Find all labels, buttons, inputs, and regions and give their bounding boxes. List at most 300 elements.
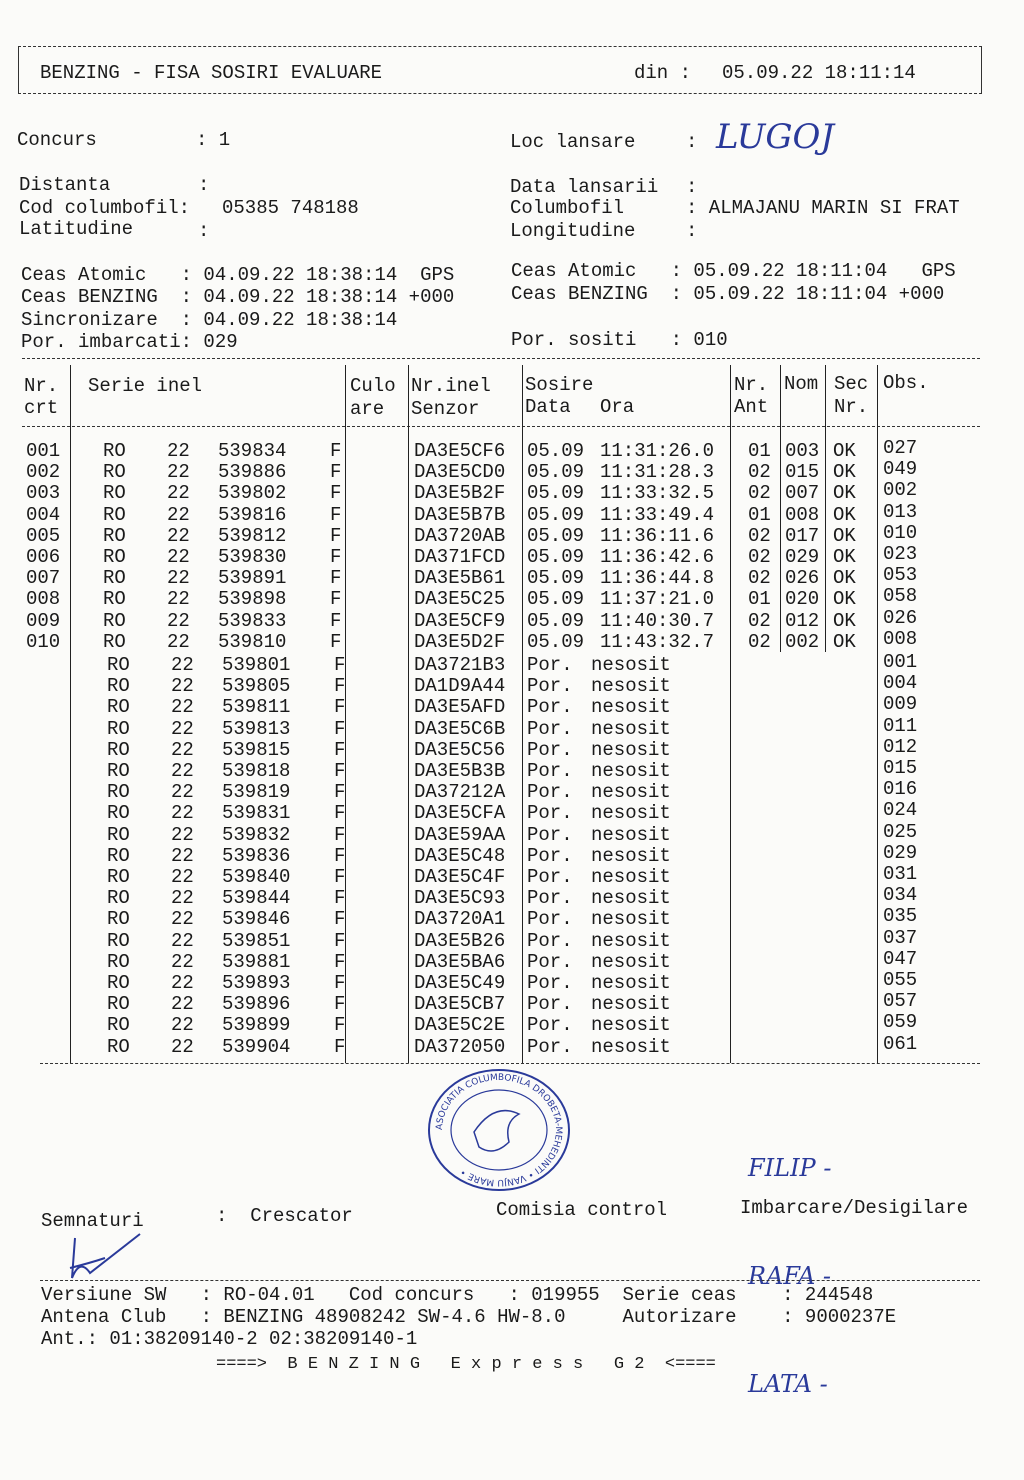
cell-ring: 539851 xyxy=(222,929,291,952)
cell-time: nesosit xyxy=(591,950,671,973)
cell-time: 11:36:42.6 xyxy=(600,546,715,568)
cell-date: Por. xyxy=(527,760,573,782)
cell-year: 22 xyxy=(171,738,194,761)
table-top-rule xyxy=(22,358,980,359)
cell-year: 22 xyxy=(171,675,194,698)
cell-time: 11:40:30.7 xyxy=(600,609,715,632)
cell-country: RO xyxy=(103,482,126,505)
cell-obs: 013 xyxy=(883,500,918,523)
cell-year: 22 xyxy=(171,760,194,782)
cell-sensor: DA37212A xyxy=(414,781,506,804)
cell-country: RO xyxy=(103,503,126,526)
comisia-label: Comisia control xyxy=(496,1199,668,1221)
cell-ring: 539846 xyxy=(222,908,291,931)
cell-nr: 010 xyxy=(26,630,61,653)
cell-sensor: DA3E5AFD xyxy=(414,696,506,719)
cell-nr: 004 xyxy=(26,503,61,526)
cell-nr: 001 xyxy=(26,440,61,462)
cell-obs: 059 xyxy=(883,1011,918,1034)
loc-lansare-label: Loc lansare xyxy=(510,131,636,153)
cell-sensor: DA3E5BA6 xyxy=(414,950,506,973)
cell-year: 22 xyxy=(167,567,190,590)
header-ant: Ant xyxy=(734,396,769,418)
cell-ring: 539831 xyxy=(222,802,291,825)
cell-year: 22 xyxy=(167,482,190,505)
column-separator xyxy=(780,365,781,652)
cell-sex: F xyxy=(330,482,342,505)
cell-year: 22 xyxy=(167,440,190,462)
cell-obs: 026 xyxy=(883,606,918,629)
cell-obs: 023 xyxy=(883,543,918,565)
cell-country: RO xyxy=(103,609,126,632)
cell-date: 05.09 xyxy=(527,440,585,462)
cell-obs: 034 xyxy=(883,884,918,907)
column-separator xyxy=(522,365,523,1063)
cell-date: 05.09 xyxy=(527,609,585,632)
cell-sec: OK xyxy=(833,440,856,462)
cell-sex: F xyxy=(334,781,346,804)
cell-time: nesosit xyxy=(591,675,671,698)
data-lansarii-value: : xyxy=(686,176,698,198)
cell-sex: F xyxy=(330,609,342,632)
cell-nom: 002 xyxy=(785,630,820,653)
cell-obs: 053 xyxy=(883,564,918,587)
cell-date: 05.09 xyxy=(527,524,585,547)
column-separator xyxy=(825,365,826,652)
cell-ring: 539819 xyxy=(222,781,291,804)
cell-time: nesosit xyxy=(591,972,671,994)
cell-sensor: DA371FCD xyxy=(414,546,506,568)
cell-obs: 011 xyxy=(883,714,918,737)
cell-obs: 009 xyxy=(883,693,918,716)
cell-time: nesosit xyxy=(591,993,671,1016)
cell-sex: F xyxy=(334,908,346,931)
cell-sensor: DA3E5C93 xyxy=(414,887,506,910)
cell-country: RO xyxy=(107,654,130,676)
cell-nom: 015 xyxy=(785,461,820,484)
cell-nom: 020 xyxy=(785,588,820,611)
cell-ring: 539832 xyxy=(222,823,291,846)
cell-year: 22 xyxy=(171,1014,194,1037)
cell-ring: 539881 xyxy=(222,950,291,973)
cell-sex: F xyxy=(334,1014,346,1037)
cell-time: nesosit xyxy=(591,696,671,719)
cell-sensor: DA3E5B61 xyxy=(414,567,506,590)
dove-icon xyxy=(474,1111,519,1151)
cell-country: RO xyxy=(107,972,130,994)
cell-year: 22 xyxy=(167,546,190,568)
cell-country: RO xyxy=(107,696,130,719)
cell-sensor: DA3720A1 xyxy=(414,908,506,931)
cell-ring: 539840 xyxy=(222,866,291,888)
cell-sex: F xyxy=(334,844,346,867)
cell-country: RO xyxy=(107,866,130,888)
cell-time: nesosit xyxy=(591,760,671,782)
cell-year: 22 xyxy=(171,866,194,888)
cell-sensor: DA3721B3 xyxy=(414,654,506,676)
cell-sex: F xyxy=(334,950,346,973)
cell-year: 22 xyxy=(167,609,190,632)
cell-date: Por. xyxy=(527,654,573,676)
cell-nom: 017 xyxy=(785,524,820,547)
cell-time: nesosit xyxy=(591,781,671,804)
cell-year: 22 xyxy=(171,929,194,952)
longitudine-label: Longitudine xyxy=(510,220,636,242)
cell-nr: 003 xyxy=(26,482,61,505)
column-separator xyxy=(408,365,409,1063)
cell-sec: OK xyxy=(833,567,856,590)
cell-sex: F xyxy=(330,524,342,547)
cell-ring: 539833 xyxy=(218,609,287,632)
header-obs: Obs. xyxy=(883,372,929,394)
header-culo: Culo xyxy=(350,375,396,397)
cell-date: Por. xyxy=(527,675,573,698)
cell-country: RO xyxy=(107,929,130,952)
cell-time: nesosit xyxy=(591,1035,671,1058)
cell-ring: 539898 xyxy=(218,588,287,611)
cell-time: 11:36:11.6 xyxy=(600,524,715,547)
ceas-atomic-start: Ceas Atomic : 04.09.22 18:38:14 GPS xyxy=(21,264,455,286)
cell-ring: 539891 xyxy=(218,567,287,590)
cell-date: 05.09 xyxy=(527,482,585,505)
cell-country: RO xyxy=(107,993,130,1016)
cell-nr: 007 xyxy=(26,567,61,590)
cell-date: Por. xyxy=(527,993,573,1016)
cell-year: 22 xyxy=(171,781,194,804)
cell-date: Por. xyxy=(527,738,573,761)
cell-country: RO xyxy=(107,738,130,761)
cell-year: 22 xyxy=(171,823,194,846)
footer-express: ====> B E N Z I N G E x p r e s s G 2 <==== xyxy=(216,1355,716,1374)
cell-obs: 058 xyxy=(883,585,918,608)
cell-sex: F xyxy=(334,993,346,1016)
cell-obs: 004 xyxy=(883,672,918,695)
cod-label: Cod columbofil: xyxy=(19,197,191,219)
cell-ant: 02 xyxy=(748,482,771,505)
cell-year: 22 xyxy=(171,908,194,931)
cell-year: 22 xyxy=(167,524,190,547)
cell-country: RO xyxy=(107,760,130,782)
cell-time: 11:43:32.7 xyxy=(600,630,715,653)
footer-antena: Antena Club : BENZING 48908242 SW-4.6 HW-8.0 Autorizare : 9000237E xyxy=(41,1306,897,1328)
cell-sec: OK xyxy=(833,461,856,484)
cell-year: 22 xyxy=(171,993,194,1016)
cell-country: RO xyxy=(107,717,130,740)
cell-country: RO xyxy=(107,781,130,804)
cell-year: 22 xyxy=(171,717,194,740)
cell-date: Por. xyxy=(527,696,573,719)
cell-sex: F xyxy=(334,887,346,910)
cell-date: Por. xyxy=(527,908,573,931)
header-sec-nr: Nr. xyxy=(834,396,869,418)
cell-obs: 010 xyxy=(883,521,918,544)
sincronizare: Sincronizare : 04.09.22 18:38:14 xyxy=(21,309,398,331)
cell-obs: 037 xyxy=(883,926,918,949)
imbarcare-label: Imbarcare/Desigilare xyxy=(740,1197,969,1219)
cell-ant: 02 xyxy=(748,524,771,547)
cell-sec: OK xyxy=(833,503,856,526)
columbofil-value: : ALMAJANU MARIN SI FRAT xyxy=(686,197,960,219)
cell-date: Por. xyxy=(527,802,573,825)
cell-nom: 012 xyxy=(785,609,820,632)
column-separator xyxy=(70,365,71,1063)
cell-year: 22 xyxy=(171,972,194,994)
cell-country: RO xyxy=(103,630,126,653)
cell-ring: 539834 xyxy=(218,440,287,462)
cod-value: 05385 748188 xyxy=(222,197,359,219)
cell-obs: 061 xyxy=(883,1032,918,1055)
cell-ring: 539801 xyxy=(222,654,291,676)
cell-sensor: DA3E5C4F xyxy=(414,866,506,888)
cell-sec: OK xyxy=(833,482,856,505)
column-separator xyxy=(730,365,731,1063)
cell-sex: F xyxy=(330,440,342,462)
cell-country: RO xyxy=(103,588,126,611)
cell-obs: 031 xyxy=(883,863,918,885)
loc-lansare-colon: : xyxy=(686,131,698,153)
crescator-label: : Crescator xyxy=(216,1205,353,1227)
cell-obs: 047 xyxy=(883,947,918,970)
cell-sex: F xyxy=(330,588,342,611)
cell-country: RO xyxy=(107,950,130,973)
cell-sex: F xyxy=(334,866,346,888)
header-nom: Nom xyxy=(784,373,819,395)
cell-sensor: DA1D9A44 xyxy=(414,675,506,698)
stamp-text: ASOCIATIA COLUMBOFILA DROBETA-MEHEDINTI • VANJU MARE • xyxy=(434,1072,564,1188)
cell-ring: 539893 xyxy=(222,972,291,994)
cell-time: nesosit xyxy=(591,1014,671,1037)
footer-versiune: Versiune SW : RO-04.01 Cod concurs : 019955 Serie ceas : 244548 xyxy=(41,1284,874,1306)
cell-sensor: DA3E5C48 xyxy=(414,844,506,867)
document-title: BENZING - FISA SOSIRI EVALUARE xyxy=(40,62,383,84)
cell-year: 22 xyxy=(167,461,190,484)
cell-sensor: DA3E5B3B xyxy=(414,760,506,782)
cell-sensor: DA3E5CF9 xyxy=(414,609,506,632)
cell-time: 11:37:21.0 xyxy=(600,588,715,611)
cell-sensor: DA3E5C49 xyxy=(414,972,506,994)
date-label: din : xyxy=(634,62,692,84)
cell-date: Por. xyxy=(527,866,573,888)
cell-time: nesosit xyxy=(591,908,671,931)
cell-sex: F xyxy=(334,1035,346,1058)
header-nr: Nr. xyxy=(24,375,59,397)
cell-year: 22 xyxy=(167,503,190,526)
cell-sec: OK xyxy=(833,609,856,632)
cell-ring: 539896 xyxy=(222,993,291,1016)
cell-sensor: DA3E5B2F xyxy=(414,482,506,505)
cell-ant: 02 xyxy=(748,546,771,568)
cell-time: nesosit xyxy=(591,887,671,910)
header-nr-ant: Nr. xyxy=(734,374,769,396)
cell-date: 05.09 xyxy=(527,567,585,590)
cell-ant: 02 xyxy=(748,461,771,484)
cell-ring: 539812 xyxy=(218,524,287,547)
cell-obs: 035 xyxy=(883,905,918,928)
cell-obs: 055 xyxy=(883,969,918,991)
cell-nom: 029 xyxy=(785,546,820,568)
cell-sec: OK xyxy=(833,524,856,547)
cell-ring: 539818 xyxy=(222,760,291,782)
cell-time: 11:33:49.4 xyxy=(600,503,715,526)
cell-sensor: DA372050 xyxy=(414,1035,506,1058)
column-separator xyxy=(877,365,878,1063)
handwritten-name-3: LATA - xyxy=(748,1370,828,1398)
semnaturi-label: Semnaturi xyxy=(41,1210,144,1232)
table-bottom-rule xyxy=(40,1063,980,1064)
footer-antenna-ids: Ant.: 01:38209140-2 02:38209140-1 xyxy=(41,1328,418,1350)
cell-ring: 539904 xyxy=(222,1035,291,1058)
cell-sex: F xyxy=(334,760,346,782)
cell-time: 11:36:44.8 xyxy=(600,567,715,590)
cell-sex: F xyxy=(330,567,342,590)
footer-rule xyxy=(40,1280,980,1281)
cell-year: 22 xyxy=(171,844,194,867)
cell-ring: 539810 xyxy=(218,630,287,653)
cell-ring: 539811 xyxy=(222,696,291,719)
table-header-rule xyxy=(22,426,980,427)
cell-year: 22 xyxy=(167,588,190,611)
breeder-signature xyxy=(60,1232,160,1282)
cell-sensor: DA3E5D2F xyxy=(414,630,506,653)
cell-year: 22 xyxy=(171,802,194,825)
cell-time: nesosit xyxy=(591,717,671,740)
cell-ring: 539805 xyxy=(222,675,291,698)
por-sositi: Por. sositi : 010 xyxy=(511,329,728,351)
cell-ring: 539836 xyxy=(222,844,291,867)
header-data: Data xyxy=(525,396,571,418)
cell-nom: 008 xyxy=(785,503,820,526)
cell-nr: 002 xyxy=(26,461,61,484)
cell-ant: 02 xyxy=(748,567,771,590)
cell-date: Por. xyxy=(527,1014,573,1037)
cell-time: nesosit xyxy=(591,929,671,952)
cell-date: Por. xyxy=(527,887,573,910)
cell-country: RO xyxy=(107,887,130,910)
cell-country: RO xyxy=(107,1014,130,1037)
cell-sensor: DA3720AB xyxy=(414,524,506,547)
cell-date: Por. xyxy=(527,972,573,994)
cell-time: nesosit xyxy=(591,866,671,888)
cell-country: RO xyxy=(103,440,126,462)
cell-obs: 016 xyxy=(883,778,918,801)
cell-time: nesosit xyxy=(591,738,671,761)
cell-date: Por. xyxy=(527,929,573,952)
cell-country: RO xyxy=(107,908,130,931)
cell-date: 05.09 xyxy=(527,503,585,526)
concurs-value: : 1 xyxy=(196,129,231,151)
header-sosire: Sosire xyxy=(525,374,594,396)
cell-nom: 007 xyxy=(785,482,820,505)
cell-date: 05.09 xyxy=(527,630,585,653)
cell-sex: F xyxy=(330,630,342,653)
cell-country: RO xyxy=(103,567,126,590)
cell-sensor: DA3E5CD0 xyxy=(414,461,506,484)
header-are: are xyxy=(350,398,385,420)
handwritten-name-1: FILIP - xyxy=(748,1154,832,1182)
header-crt: crt xyxy=(24,397,59,419)
header-nr-inel: Nr.inel xyxy=(411,375,491,397)
columbofil-label: Columbofil xyxy=(510,197,625,219)
ceas-benzing-start: Ceas BENZING : 04.09.22 18:38:14 +000 xyxy=(21,286,455,308)
cell-year: 22 xyxy=(171,696,194,719)
cell-nr: 005 xyxy=(26,524,61,547)
cell-sec: OK xyxy=(833,630,856,653)
data-lansarii-label: Data lansarii xyxy=(510,176,659,198)
cell-time: 11:33:32.5 xyxy=(600,482,715,505)
cell-obs: 002 xyxy=(883,479,918,502)
por-imbarcati: Por. imbarcati: 029 xyxy=(21,331,238,353)
header-sec: Sec xyxy=(834,373,869,395)
cell-obs: 001 xyxy=(883,651,918,673)
cell-country: RO xyxy=(107,1035,130,1058)
cell-date: 05.09 xyxy=(527,461,585,484)
cell-time: nesosit xyxy=(591,802,671,825)
cell-date: Por. xyxy=(527,823,573,846)
cell-obs: 012 xyxy=(883,735,918,758)
cell-sensor: DA3E5CB7 xyxy=(414,993,506,1016)
cell-sec: OK xyxy=(833,588,856,611)
cell-obs: 057 xyxy=(883,990,918,1013)
cell-time: 11:31:28.3 xyxy=(600,461,715,484)
cell-ring: 539830 xyxy=(218,546,287,568)
cell-obs: 025 xyxy=(883,820,918,843)
cell-nr: 008 xyxy=(26,588,61,611)
cell-obs: 015 xyxy=(883,757,918,779)
cell-sex: F xyxy=(334,696,346,719)
cell-sex: F xyxy=(330,503,342,526)
cell-year: 22 xyxy=(167,630,190,653)
header-serie-inel: Serie inel xyxy=(88,375,203,397)
handwritten-names xyxy=(748,1078,831,1438)
cell-sex: F xyxy=(330,461,342,484)
cell-sex: F xyxy=(334,738,346,761)
cell-year: 22 xyxy=(171,887,194,910)
cell-date: Por. xyxy=(527,844,573,867)
header-ora: Ora xyxy=(600,396,635,418)
cell-ring: 539844 xyxy=(222,887,291,910)
cell-sex: F xyxy=(334,823,346,846)
cell-time: 11:31:26.0 xyxy=(600,440,715,462)
cell-country: RO xyxy=(103,546,126,568)
club-stamp xyxy=(424,1066,574,1196)
cell-ring: 539815 xyxy=(222,738,291,761)
cell-sex: F xyxy=(334,717,346,740)
concurs-label: Concurs xyxy=(17,129,97,151)
cell-nom: 026 xyxy=(785,567,820,590)
cell-sex: F xyxy=(330,546,342,568)
cell-obs: 049 xyxy=(883,458,918,481)
cell-sex: F xyxy=(334,802,346,825)
cell-sensor: DA3E5CF6 xyxy=(414,440,506,462)
cell-obs: 029 xyxy=(883,841,918,864)
cell-date: 05.09 xyxy=(527,546,585,568)
cell-country: RO xyxy=(107,675,130,698)
header-senzor: Senzor xyxy=(411,398,480,420)
cell-country: RO xyxy=(103,524,126,547)
cell-sex: F xyxy=(334,675,346,698)
latitudine-value: : xyxy=(198,220,210,242)
cell-sensor: DA3E5C6B xyxy=(414,717,506,740)
cell-country: RO xyxy=(107,802,130,825)
cell-ant: 02 xyxy=(748,630,771,653)
cell-time: nesosit xyxy=(591,823,671,846)
cell-date: Por. xyxy=(527,717,573,740)
cell-obs: 027 xyxy=(883,437,918,459)
cell-sensor: DA3E5C56 xyxy=(414,738,506,761)
cell-year: 22 xyxy=(171,1035,194,1058)
loc-lansare-handwritten: LUGOJ xyxy=(716,117,835,157)
cell-country: RO xyxy=(107,844,130,867)
